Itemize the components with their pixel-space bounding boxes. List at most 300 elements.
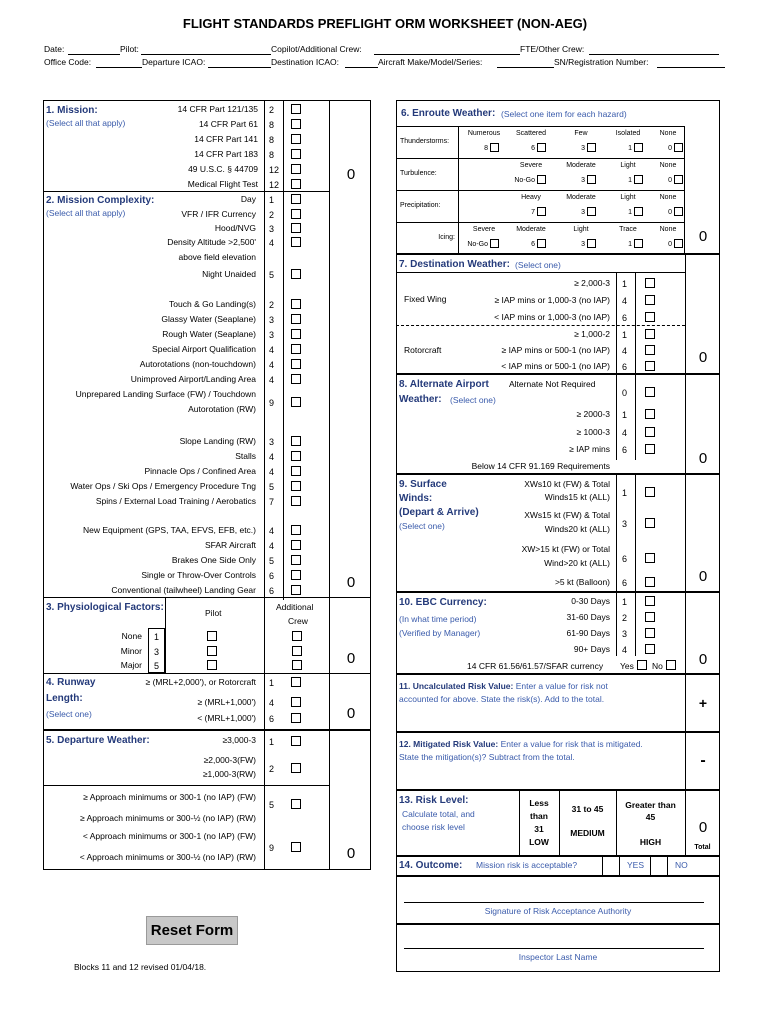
outcome-title: 14. Outcome: [399,860,463,871]
uncalculated-input[interactable] [686,675,719,731]
runway-note: (Select one) [46,709,92,719]
complexity-item-label: Day [240,194,256,204]
office-code-field[interactable] [96,67,142,68]
alternate-note: (Select one) [450,395,496,405]
physio-crew-checkbox[interactable] [292,646,302,656]
sn-field[interactable] [657,67,725,68]
signature-line[interactable] [404,902,704,903]
physio-crew-checkbox[interactable] [292,660,302,670]
fte-label: FTE/Other Crew: [520,44,585,54]
pilot-label: Pilot: [120,44,139,54]
surface-winds-item-label: >5 kt (Balloon) [554,577,610,587]
destination-wx-item-checkbox[interactable] [645,278,655,288]
complexity-note: (Select all that apply) [46,208,126,218]
risk-low-3: 31 [534,824,544,834]
complexity-item-points: 3 [269,437,275,447]
complexity-item-checkbox[interactable] [291,585,301,595]
mitigated-text-1: Enter a value for risk that is mitigated. [500,739,643,749]
enroute-level-checkbox[interactable] [674,207,683,216]
date-label: Date: [44,44,65,54]
physio-crew-checkbox[interactable] [292,631,302,641]
enroute-level-points: 0 [668,209,672,216]
surface-winds-item-label: XWs15 kt (FW) & Total [524,510,610,520]
mission-title: 1. Mission: [46,105,98,116]
enroute-hazard-label: Thunderstorms: [400,138,450,145]
surface-winds-item-checkbox[interactable] [645,518,655,528]
complexity-item-checkbox[interactable] [291,194,301,204]
destination-wx-item-checkbox[interactable] [645,361,655,371]
complexity-item-checkbox[interactable] [291,314,301,324]
aircraft-label: Aircraft Make/Model/Series: [378,57,483,67]
complexity-item-label: Unimproved Airport/Landing Area [130,374,256,384]
aircraft-field[interactable] [497,67,554,68]
enroute-wx-note: (Select one item for each hazard) [501,109,627,119]
enroute-level-points: 6 [531,241,535,248]
enroute-level-label: None [659,194,677,201]
enroute-level-checkbox[interactable] [537,143,546,152]
complexity-title: 2. Mission Complexity: [46,195,155,206]
complexity-total: 0 [346,574,356,591]
complexity-item-label: Spins / External Load Training / Aerobatics [95,496,256,506]
complexity-item-label: Water Ops / Ski Ops / Emergency Procedure Tng [70,481,256,491]
enroute-level-points: 3 [581,209,585,216]
surface-winds-title: 9. Surface [399,479,447,490]
complexity-item-checkbox[interactable] [291,496,301,506]
mission-note: (Select all that apply) [46,118,126,128]
enroute-level-label: None [659,162,677,169]
mission-item-points: 8 [269,135,275,145]
enroute-level-label: None [659,226,677,233]
destination-wx-item-points: 6 [622,313,628,323]
alternate-total: 0 [698,450,708,467]
enroute-level-points: 1 [628,209,632,216]
enroute-level-checkbox[interactable] [587,207,596,216]
complexity-item-label: Autorotations (non-touchdown) [139,359,256,369]
enroute-level-points: 3 [581,145,585,152]
complexity-item-label: Special Airport Qualification [152,344,256,354]
enroute-level-points: 8 [484,145,488,152]
destination-icao-label: Destination ICAO: [271,57,340,67]
physio-item-points: 5 [154,661,160,671]
complexity-item-checkbox[interactable] [291,209,301,219]
complexity-item-points: 4 [269,375,275,385]
ebc-item-points: 1 [622,597,628,607]
departure-wx-item-label: ≥ Approach minimums or 300-1 (no IAP) (FW) [83,792,256,802]
runway-item-points: 4 [269,698,275,708]
destination-wx-total: 0 [698,349,708,366]
fixed-wing-label: Fixed Wing [404,294,447,304]
enroute-level-checkbox[interactable] [537,239,546,248]
enroute-level-checkbox[interactable] [587,239,596,248]
surface-winds-title-2: Winds: [399,493,433,504]
ebc-item-label: 61-90 Days [566,628,610,638]
date-field[interactable] [68,54,120,55]
destination-wx-item-points: 6 [622,362,628,372]
reset-form-button[interactable]: Reset Form [146,916,238,945]
enroute-level-points: 0 [668,241,672,248]
runway-item-checkbox[interactable] [291,677,301,687]
surface-winds-item-points: 3 [622,519,628,529]
physio-title: 3. Physiological Factors: [46,602,164,613]
copilot-field[interactable] [374,54,520,55]
mission-item-checkbox[interactable] [291,119,301,129]
ebc-item-points: 2 [622,613,628,623]
enroute-level-label: Light [620,194,636,201]
runway-title-2: Length: [46,693,83,704]
ebc-no-label: No [652,661,663,671]
physio-col-crew: Additional [276,602,314,612]
destination-wx-note: (Select one) [515,260,561,270]
departure-wx-item-checkbox[interactable] [291,736,301,746]
enroute-level-checkbox[interactable] [674,239,683,248]
complexity-item-checkbox[interactable] [291,374,301,384]
mission-item-checkbox[interactable] [291,164,301,174]
physio-item-label: Major [120,660,142,670]
copilot-label: Copilot/Additional Crew: [271,44,362,54]
enroute-level-label: Few [574,130,588,137]
surface-winds-item-checkbox[interactable] [645,577,655,587]
enroute-level-checkbox[interactable] [674,143,683,152]
departure-wx-item-points: 9 [269,843,275,853]
complexity-item-label: Density Altitude >2,500' [167,237,256,247]
risk-high-range-2: 45 [645,812,656,822]
destination-wx-item-label: ≥ IAP mins or 500-1 (no IAP) [501,345,610,355]
ebc-no-checkbox[interactable] [666,660,676,670]
ebc-yes-checkbox[interactable] [637,660,647,670]
rotorcraft-label: Rotorcraft [404,345,442,355]
surface-winds-note: (Select one) [399,521,445,531]
complexity-item-checkbox[interactable] [291,397,301,407]
surface-winds-item-label-2: Winds20 kt (ALL) [544,524,610,534]
destination-wx-item-label: ≥ 1,000-2 [574,329,610,339]
enroute-level-label: Moderate [566,194,596,201]
mission-item-label: 14 CFR Part 61 [198,119,258,129]
complexity-item-points: 4 [269,526,275,536]
complexity-item-points: 9 [269,398,275,408]
departure-wx-item-label-2: ≥1,000-3(RW) [202,769,256,779]
mission-item-label: 14 CFR Part 183 [194,149,258,159]
departure-wx-item-points: 2 [269,764,275,774]
complexity-item-label: Conventional (tailwheel) Landing Gear [111,585,256,595]
risk-low-2: than [530,811,548,821]
destination-wx-item-points: 1 [622,279,628,289]
risk-medium-label: MEDIUM [570,828,605,838]
mission-item-points: 12 [269,165,280,175]
complexity-item-checkbox[interactable] [291,359,301,369]
ebc-item-label: 31-60 Days [566,612,610,622]
complexity-item-checkbox[interactable] [291,451,301,461]
enroute-level-checkbox[interactable] [587,175,596,184]
physio-item-points: 3 [154,647,160,657]
departure-wx-item-label: < Approach minimums or 300-1 (no IAP) (FW) [82,831,256,841]
complexity-item-checkbox[interactable] [291,269,301,279]
enroute-level-points: 1 [628,241,632,248]
physio-item-label: None [121,631,142,641]
surface-winds-item-label: XW>15 kt (FW) or Total [521,544,610,554]
enroute-level-checkbox[interactable] [634,239,643,248]
alternate-item-checkbox[interactable] [645,444,655,454]
mitigated-input[interactable] [686,733,719,789]
enroute-level-points: 1 [628,177,632,184]
enroute-level-checkbox[interactable] [674,175,683,184]
mitigated-text-2: State the mitigation(s)? Subtract from the total. [399,752,575,762]
complexity-item-points: 3 [269,224,275,234]
risk-level-note-1: Calculate total, and [402,809,475,819]
mitigated-sign: - [700,752,706,769]
ebc-note-2: (Verified by Manager) [399,628,481,638]
enroute-level-points: No-Go [467,241,488,248]
ebc-item-checkbox[interactable] [645,612,655,622]
enroute-level-checkbox[interactable] [490,143,499,152]
pilot-field[interactable] [141,54,271,55]
complexity-item-label: New Equipment (GPS, TAA, EFVS, EFB, etc.) [82,525,256,535]
mission-item-checkbox[interactable] [291,179,301,189]
enroute-level-label: Isolated [615,130,641,137]
office-code-label: Office Code: [44,57,92,67]
mission-item-checkbox[interactable] [291,149,301,159]
departure-wx-item-checkbox[interactable] [291,763,301,773]
complexity-item-checkbox[interactable] [291,555,301,565]
departure-wx-item-label-2: ≥ Approach minimums or 300-½ (no IAP) (RW) [80,813,256,823]
surface-winds-item-checkbox[interactable] [645,487,655,497]
complexity-item-points: 5 [269,482,275,492]
inspector-line[interactable] [404,948,704,949]
fte-field[interactable] [589,54,719,55]
alternate-item-label: ≥ IAP mins [569,444,610,454]
complexity-item-label: Pinnacle Ops / Confined Area [144,466,256,476]
physio-col-crew2: Crew [288,616,308,626]
runway-total: 0 [346,705,356,722]
enroute-level-points: 3 [581,177,585,184]
complexity-item-checkbox[interactable] [291,329,301,339]
surface-winds-item-label-2: Wind>20 kt (ALL) [544,558,610,568]
revised-note: Blocks 11 and 12 revised 01/04/18. [74,962,207,972]
enroute-level-label: Light [620,162,636,169]
complexity-item-label: Unprepared Landing Surface (FW) / Touchdown [75,389,256,399]
ebc-item-points: 3 [622,629,628,639]
ebc-item-checkbox[interactable] [645,628,655,638]
ebc-note-1: (In what time period) [399,614,477,624]
enroute-level-checkbox[interactable] [537,175,546,184]
surface-winds-item-label-2: Winds15 kt (ALL) [544,492,610,502]
departure-wx-item-checkbox[interactable] [291,842,301,852]
outcome-yes-label: YES [627,860,645,870]
complexity-item-checkbox[interactable] [291,237,301,247]
mission-total: 0 [346,166,356,183]
complexity-item-checkbox[interactable] [291,299,301,309]
complexity-item-label: Night Unaided [202,269,256,279]
complexity-item-points: 4 [269,238,275,248]
departure-wx-item-points: 5 [269,800,275,810]
destination-wx-item-label: ≥ IAP mins or 1,000-3 (no IAP) [494,295,610,305]
complexity-item-points: 4 [269,345,275,355]
enroute-level-checkbox[interactable] [490,239,499,248]
destination-wx-item-points: 1 [622,330,628,340]
complexity-item-label: Single or Throw-Over Controls [141,570,256,580]
enroute-level-checkbox[interactable] [634,207,643,216]
mission-item-checkbox[interactable] [291,104,301,114]
enroute-level-label: Scattered [516,130,546,137]
runway-item-checkbox[interactable] [291,713,301,723]
enroute-level-points: 7 [531,209,535,216]
complexity-item-points: 3 [269,330,275,340]
complexity-item-label: above field elevation [178,252,256,262]
departure-wx-item-label-2: < Approach minimums or 300-½ (no IAP) (RW) [79,852,256,862]
complexity-item-points: 4 [269,452,275,462]
alternate-item-points: 4 [622,428,628,438]
complexity-item-points: 5 [269,270,275,280]
mission-item-points: 2 [269,105,275,115]
ebc-item-points: 4 [622,645,628,655]
uncalculated-title: 11. Uncalculated Risk Value: [399,681,514,691]
page-title: FLIGHT STANDARDS PREFLIGHT ORM WORKSHEET (NON-AEG) [182,16,588,31]
complexity-item-checkbox[interactable] [291,540,301,550]
outcome-no-checkbox[interactable] [650,856,668,876]
complexity-item-points: 5 [269,556,275,566]
ebc-total: 0 [698,651,708,668]
enroute-level-label: Trace [619,226,637,233]
risk-total: 0 [698,819,708,836]
destination-wx-item-checkbox[interactable] [645,329,655,339]
departure-wx-total: 0 [346,845,356,862]
complexity-item-points: 6 [269,586,275,596]
complexity-item-label: Touch & Go Landing(s) [169,299,256,309]
departure-wx-item-label: ≥3,000-3 [222,735,256,745]
ebc-cfr-label: 14 CFR 61.56/61.57/SFAR currency [467,661,604,671]
runway-item-label: < (MRL+1,000') [197,713,256,723]
physio-pilot-checkbox[interactable] [207,660,217,670]
alternate-item-checkbox[interactable] [645,387,655,397]
surface-winds-item-points: 1 [622,488,628,498]
complexity-item-checkbox[interactable] [291,466,301,476]
sn-label: SN/Registration Number: [554,57,649,67]
enroute-level-points: No-Go [514,177,535,184]
departure-wx-title: 5. Departure Weather: [46,735,150,746]
complexity-item-checkbox[interactable] [291,481,301,491]
mission-item-points: 12 [269,180,280,190]
runway-title: 4. Runway [46,677,96,688]
surface-winds-item-points: 6 [622,554,628,564]
physio-pilot-checkbox[interactable] [207,646,217,656]
enroute-level-checkbox[interactable] [634,143,643,152]
enroute-wx-total: 0 [698,228,708,245]
complexity-item-checkbox[interactable] [291,436,301,446]
alternate-footer: Below 14 CFR 91.169 Requirements [471,461,610,471]
destination-wx-item-checkbox[interactable] [645,312,655,322]
outcome-question: Mission risk is acceptable? [476,860,578,870]
risk-high-range: Greater than [625,800,676,810]
enroute-level-label: Light [573,226,589,233]
complexity-item-label: Rough Water (Seaplane) [162,329,256,339]
runway-item-points: 6 [269,714,275,724]
signature-label: Signature of Risk Acceptance Authority [484,906,632,916]
runway-item-checkbox[interactable] [291,697,301,707]
alternate-title-2: Weather: [399,394,442,405]
uncalculated-text-1: Enter a value for risk not [515,681,608,691]
physio-col-pilot: Pilot [205,608,222,618]
complexity-item-points: 1 [269,195,275,205]
enroute-level-label: Numerous [467,130,501,137]
uncalculated-text-2: accounted for above. State the risk(s). Add to the total. [399,694,605,704]
complexity-item-points: 4 [269,360,275,370]
physio-pilot-checkbox[interactable] [207,631,217,641]
destination-wx-item-label: < IAP mins or 500-1 (no IAP) [501,361,610,371]
risk-medium-range: 31 to 45 [571,804,604,814]
complexity-item-label: SFAR Aircraft [204,540,256,550]
alternate-item-checkbox[interactable] [645,409,655,419]
complexity-item-label: VFR / IFR Currency [181,209,256,219]
complexity-item-label: Slope Landing (RW) [179,436,256,446]
runway-item-label: ≥ (MRL+2,000'), or Rotorcraft [145,677,256,687]
enroute-level-points: 0 [668,177,672,184]
departure-icao-label: Departure ICAO: [142,57,206,67]
destination-wx-item-label: ≥ 2,000-3 [574,278,610,288]
ebc-item-checkbox[interactable] [645,644,655,654]
destination-wx-item-points: 4 [622,346,628,356]
risk-total-label: Total [694,844,711,851]
complexity-item-label: Glassy Water (Seaplane) [161,314,256,324]
destination-wx-item-points: 4 [622,296,628,306]
enroute-level-label: None [659,130,677,137]
destination-wx-title: 7. Destination Weather: [399,259,510,270]
complexity-item-points: 4 [269,467,275,477]
complexity-item-points: 3 [269,315,275,325]
destination-wx-item-checkbox[interactable] [645,295,655,305]
mission-item-points: 8 [269,120,275,130]
enroute-level-label: Moderate [566,162,596,169]
complexity-item-checkbox[interactable] [291,223,301,233]
alternate-item-checkbox[interactable] [645,427,655,437]
ebc-item-label: 90+ Days [573,644,610,654]
mitigated-title: 12. Mitigated Risk Value: [399,739,499,749]
physio-item-label: Minor [120,646,142,656]
alternate-item-label: Alternate Not Required [509,379,596,389]
destination-icao-field[interactable] [345,67,378,68]
enroute-hazard-label: Precipitation: [400,202,441,209]
complexity-item-checkbox[interactable] [291,570,301,580]
departure-wx-item-checkbox[interactable] [291,799,301,809]
surface-winds-item-checkbox[interactable] [645,553,655,563]
runway-item-points: 1 [269,678,275,688]
departure-icao-field[interactable] [208,67,271,68]
runway-item-label: ≥ (MRL+1,000') [197,697,256,707]
enroute-level-checkbox[interactable] [634,175,643,184]
risk-high-label: HIGH [639,837,662,847]
mission-item-checkbox[interactable] [291,134,301,144]
ebc-yes-label: Yes [620,661,634,671]
risk-level-title: 13. Risk Level: [399,795,469,806]
enroute-level-points: 6 [531,145,535,152]
complexity-item-checkbox[interactable] [291,344,301,354]
mission-item-label: 14 CFR Part 121/135 [177,104,258,114]
enroute-level-checkbox[interactable] [537,207,546,216]
enroute-level-checkbox[interactable] [587,143,596,152]
ebc-item-label: 0-30 Days [571,596,610,606]
enroute-level-label: Moderate [516,226,546,233]
ebc-item-checkbox[interactable] [645,596,655,606]
complexity-item-label: Stalls [235,451,256,461]
enroute-level-label: Severe [519,162,543,169]
mission-item-label: 49 U.S.C. § 44709 [188,164,258,174]
complexity-item-checkbox[interactable] [291,525,301,535]
alternate-item-label: ≥ 1000-3 [576,427,610,437]
destination-wx-item-checkbox[interactable] [645,345,655,355]
outcome-yes-checkbox[interactable] [602,856,620,876]
signature-box [396,876,720,924]
alternate-item-points: 1 [622,410,628,420]
physio-item-points: 1 [154,632,160,642]
complexity-item-label: Hood/NVG [214,223,256,233]
